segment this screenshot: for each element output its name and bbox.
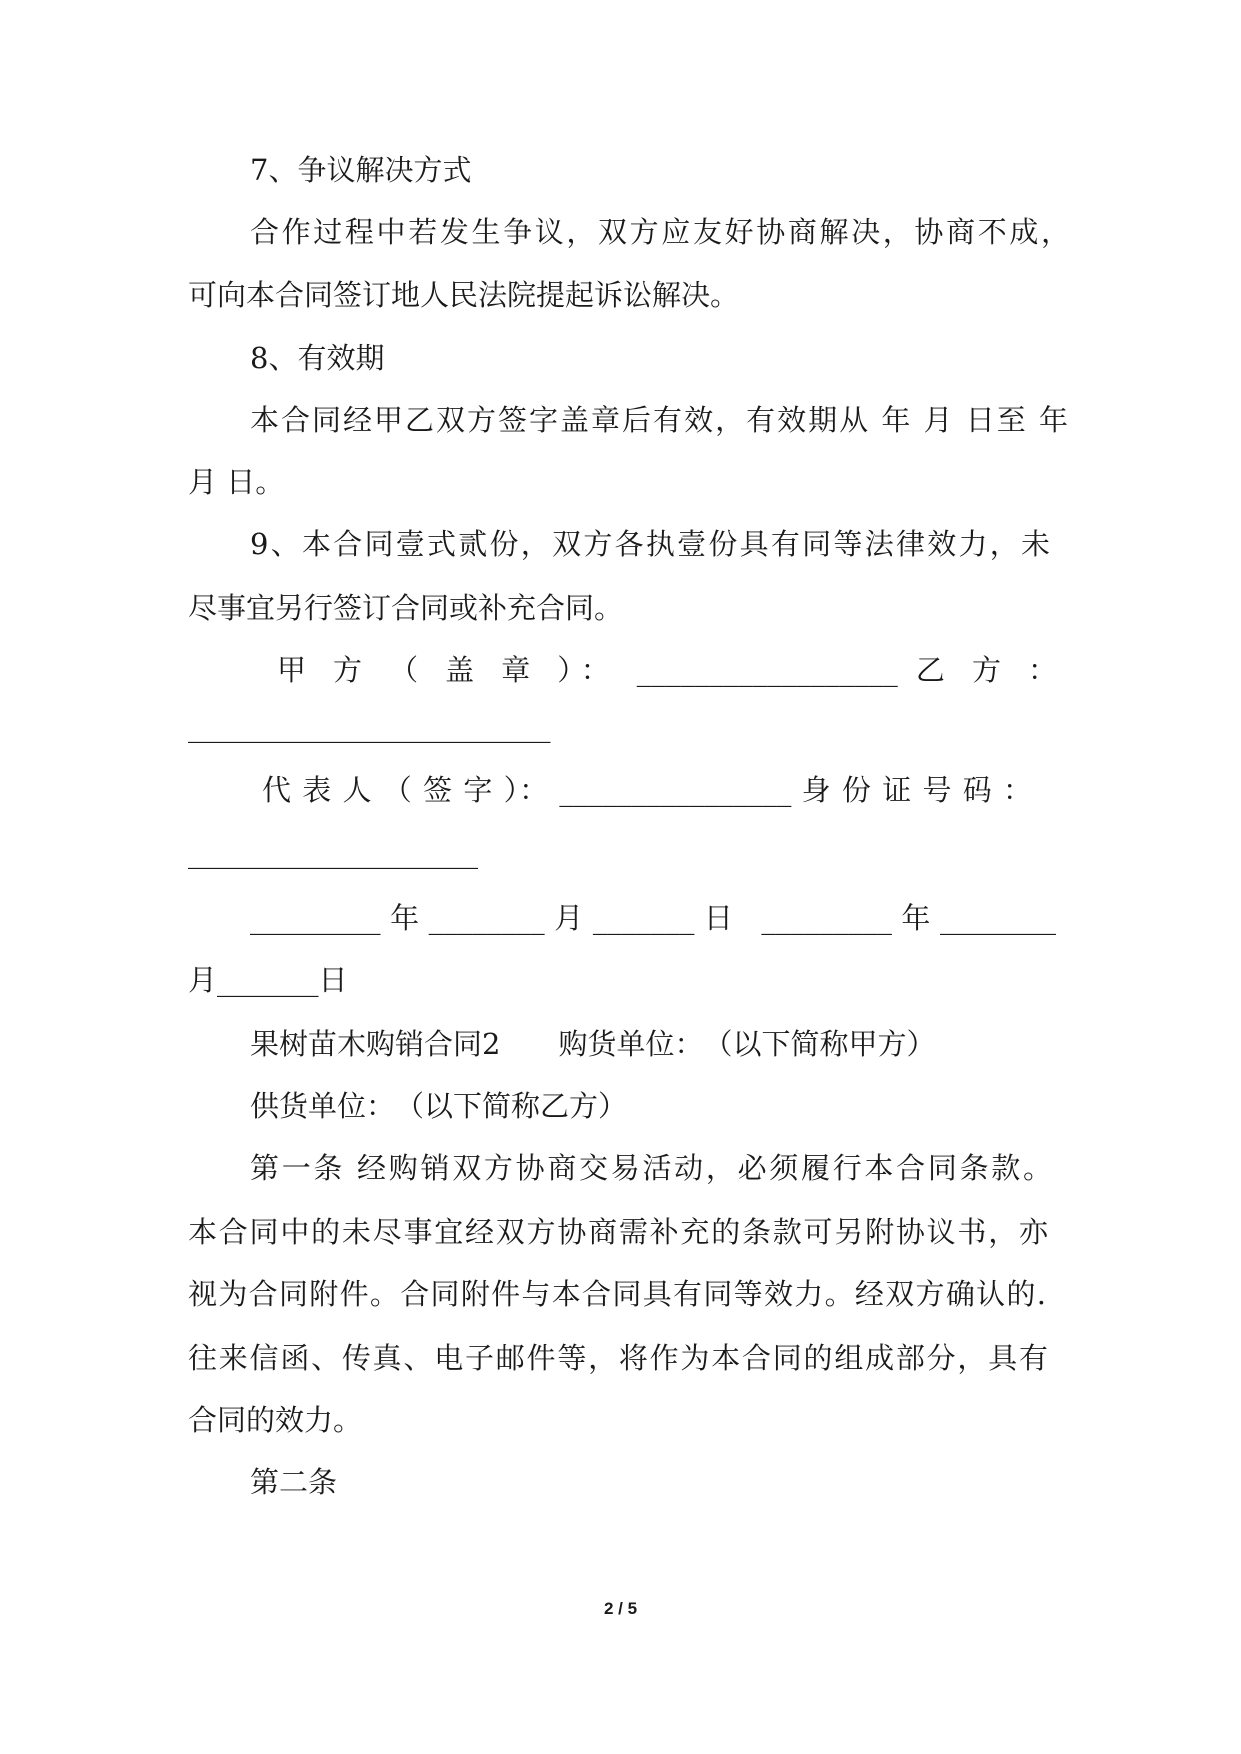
section-8-heading: 8、有效期 (250, 341, 385, 375)
paragraph-line: 可向本合同签订地人民法院提起诉讼解决。 (188, 278, 740, 312)
article-2-heading: 第二条 (250, 1465, 338, 1499)
signature-blank: _________________________ (188, 709, 551, 743)
supplier-line: 供货单位： （以下简称乙方） (250, 1089, 628, 1123)
paragraph-line: 尽事宜另行签订合同或补充合同。 (188, 591, 624, 625)
section-9-line: 9、本合同壹式贰份，双方各执壹份具有同等法律效力，未 (250, 527, 1050, 561)
section-7-heading: 7、争议解决方式 (250, 153, 472, 187)
paragraph-line: 本合同经甲乙双方签字盖章后有效，有效期从 年 月 日至 年 (250, 403, 1068, 437)
party-a-signature-line: 甲 方 （ 盖 章 ）： __________________ 乙 方 ： (277, 653, 1057, 687)
date-line: 月_______日 (188, 963, 348, 997)
paragraph-line: 合作过程中若发生争议，双方应友好协商解决，协商不成， (250, 215, 1070, 249)
paragraph-line: 往来信函、传真、电子邮件等，将作为本合同的组成部分，具有 (188, 1341, 1048, 1375)
contract-2-title-line: 果树苗木购销合同2 购货单位： （以下简称甲方） (250, 1027, 936, 1061)
paragraph-line: 月 日。 (188, 465, 285, 499)
article-1-line: 第一条 经购销双方协商交易活动，必须履行本合同条款。 (250, 1151, 1052, 1185)
representative-signature-line: 代 表 人 （ 签 字 ）： ________________ 身 份 证 号 码 ： (262, 773, 1032, 807)
paragraph-line: 合同的效力。 (188, 1403, 363, 1437)
page-number: 2 / 5 (603, 1599, 638, 1618)
id-number-blank: ____________________ (188, 835, 478, 869)
date-line: _________年________月_______日 _________年________ (250, 901, 1056, 935)
paragraph-line: 本合同中的未尽事宜经双方协商需补充的条款可另附协议书，亦 (188, 1215, 1048, 1249)
paragraph-line: 视为合同附件。合同附件与本合同具有同等效力。经双方确认的. (188, 1277, 1046, 1311)
